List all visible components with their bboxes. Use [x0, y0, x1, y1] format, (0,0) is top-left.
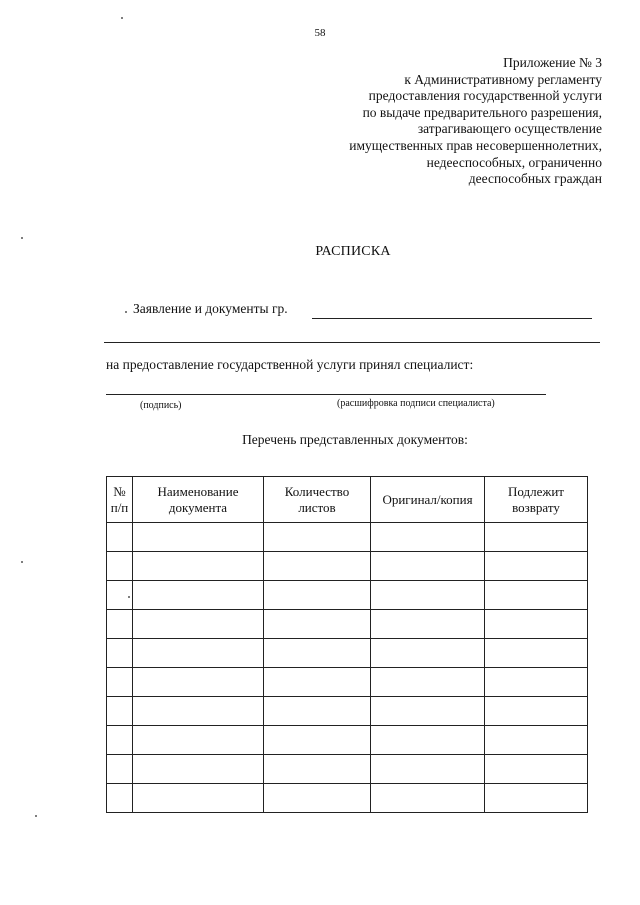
table-cell[interactable] [133, 523, 264, 552]
table-cell[interactable] [485, 581, 588, 610]
documents-table [106, 476, 588, 813]
table-cell[interactable] [485, 639, 588, 668]
table-row [107, 581, 588, 610]
column-header-text: возврату [512, 499, 560, 515]
appendix-line: Приложение № 3 [503, 55, 602, 70]
signature-line[interactable] [106, 394, 546, 395]
table-cell[interactable] [485, 697, 588, 726]
column-header-text: документа [168, 499, 228, 515]
table-cell[interactable] [485, 726, 588, 755]
table-cell[interactable] [107, 552, 133, 581]
table-cell[interactable] [264, 581, 371, 610]
applicant-name-line-2[interactable] [104, 342, 600, 343]
appendix-line: недееспособных, ограниченно [426, 154, 602, 170]
table-header-row [107, 477, 588, 523]
table-cell[interactable] [133, 552, 264, 581]
column-header [371, 477, 485, 523]
signature-label: (подпись) [140, 400, 182, 411]
scan-speck [21, 237, 23, 239]
signature-decode-label: (расшифровка подписи специалиста) [337, 398, 495, 409]
table-row [107, 755, 588, 784]
table-cell[interactable] [107, 784, 133, 813]
table-row [107, 784, 588, 813]
column-header-text: листов [298, 499, 336, 515]
table-cell[interactable] [264, 552, 371, 581]
column-header-text: Подлежит [507, 483, 564, 499]
column-header-text: Количество [284, 483, 350, 499]
table-row [107, 697, 588, 726]
applicant-name-line[interactable] [312, 318, 592, 319]
appendix-line: предоставления государственной услуги [368, 88, 602, 104]
table-cell[interactable] [107, 639, 133, 668]
scan-speck [35, 815, 37, 817]
table-cell[interactable] [264, 639, 371, 668]
column-header [107, 477, 133, 523]
table-cell[interactable] [107, 610, 133, 639]
table-cell[interactable] [485, 755, 588, 784]
column-header-text: Оригинал/копия [382, 491, 473, 507]
table-cell[interactable] [371, 697, 485, 726]
column-header-text: п/п [110, 499, 129, 515]
table-row [107, 639, 588, 668]
table-cell[interactable] [371, 552, 485, 581]
table-cell[interactable] [264, 610, 371, 639]
table-cell[interactable] [133, 726, 264, 755]
table-cell[interactable] [133, 581, 264, 610]
document-title: РАСПИСКА [315, 244, 391, 259]
appendix-line: по выдаче предварительного разрешения, [362, 104, 602, 120]
table-cell[interactable] [371, 610, 485, 639]
table-cell[interactable] [107, 755, 133, 784]
table-cell[interactable] [107, 668, 133, 697]
appendix-line: имущественных прав несовершеннолетних, [349, 137, 602, 153]
column-header [133, 477, 264, 523]
column-header [485, 477, 588, 523]
table-row [107, 668, 588, 697]
table-row [107, 552, 588, 581]
table-cell[interactable] [485, 784, 588, 813]
table-cell[interactable] [485, 523, 588, 552]
table-cell[interactable] [133, 639, 264, 668]
column-header-text: № [113, 483, 126, 499]
statement-specialist-label: на предоставление государственной услуги принял специалист: [106, 357, 474, 372]
table-cell[interactable] [371, 639, 485, 668]
table-cell[interactable] [371, 784, 485, 813]
scan-speck [21, 561, 23, 563]
page-number: 58 [314, 27, 326, 39]
table-cell[interactable] [264, 697, 371, 726]
table-cell[interactable] [371, 755, 485, 784]
column-header-text: Наименование [157, 483, 239, 499]
table-cell[interactable] [107, 697, 133, 726]
scan-speck [128, 596, 130, 598]
table-cell[interactable] [133, 668, 264, 697]
table-row [107, 610, 588, 639]
table-cell[interactable] [485, 610, 588, 639]
table-cell[interactable] [133, 755, 264, 784]
table-cell[interactable] [107, 523, 133, 552]
table-cell[interactable] [371, 668, 485, 697]
table-cell[interactable] [264, 523, 371, 552]
scan-speck [121, 17, 123, 19]
table-cell[interactable] [107, 726, 133, 755]
statement-applicant-label: Заявление и документы гр. [133, 301, 288, 316]
table-cell[interactable] [133, 697, 264, 726]
appendix-line: затрагивающего осуществление [417, 121, 602, 137]
table-cell[interactable] [371, 523, 485, 552]
appendix-line: дееспособных граждан [468, 171, 602, 187]
appendix-line: к Административному регламенту [404, 71, 602, 87]
appendix-header [242, 55, 602, 188]
table-cell[interactable] [485, 552, 588, 581]
table-cell[interactable] [371, 581, 485, 610]
scan-speck [125, 311, 127, 313]
table-cell[interactable] [264, 784, 371, 813]
table-cell[interactable] [107, 581, 133, 610]
documents-list-title: Перечень представленных документов: [242, 432, 468, 447]
table-cell[interactable] [371, 726, 485, 755]
table-cell[interactable] [133, 784, 264, 813]
table-cell[interactable] [133, 610, 264, 639]
table-cell[interactable] [264, 668, 371, 697]
table-cell[interactable] [264, 755, 371, 784]
table-cell[interactable] [485, 668, 588, 697]
table-row [107, 523, 588, 552]
table-cell[interactable] [264, 726, 371, 755]
column-header [264, 477, 371, 523]
table-row [107, 726, 588, 755]
